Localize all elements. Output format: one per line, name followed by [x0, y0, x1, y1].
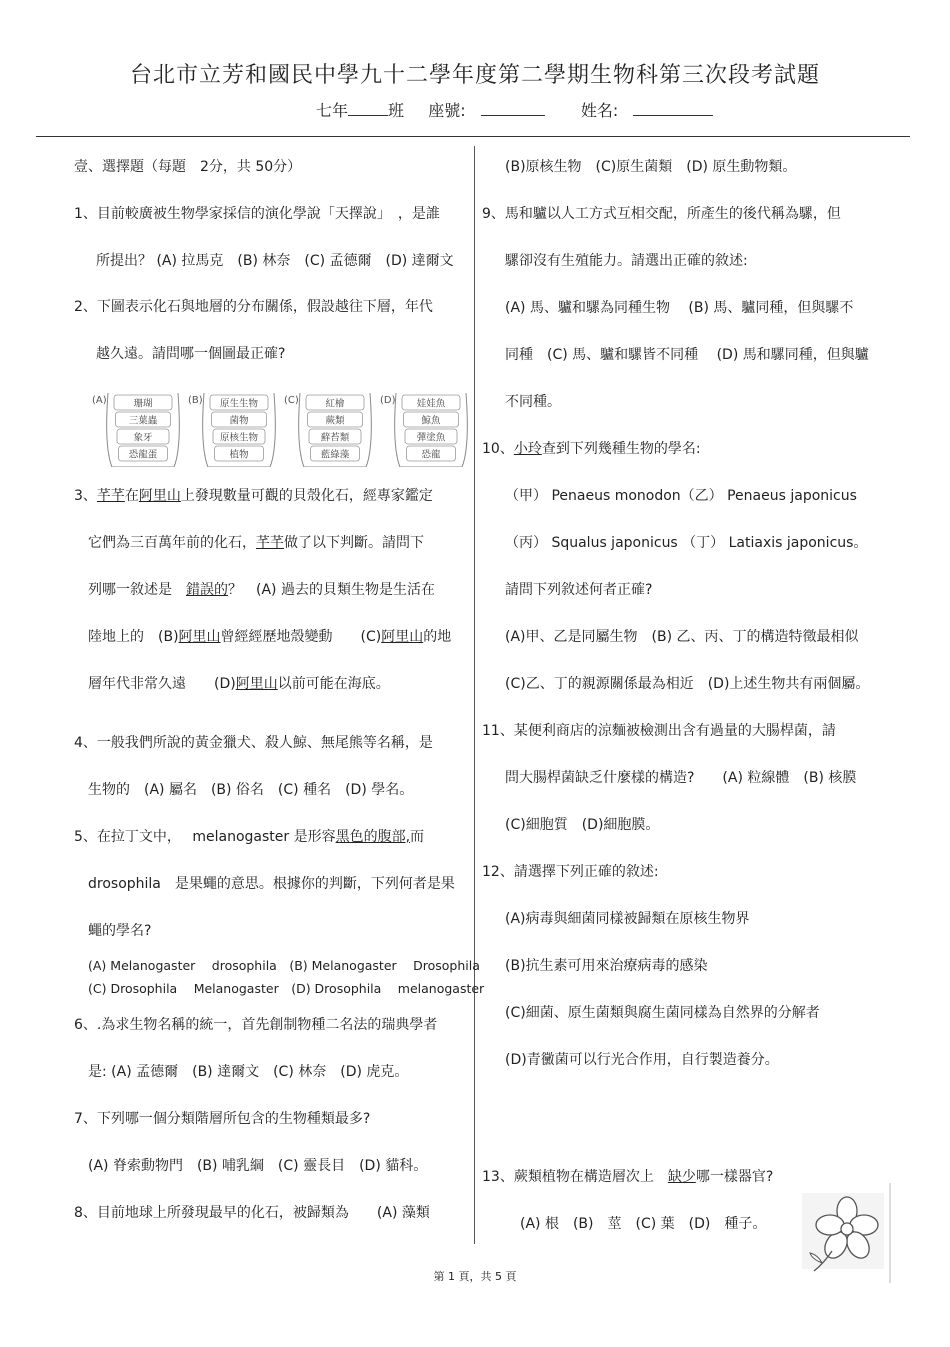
grade-label: 七年 [316, 101, 349, 120]
strata-option-label: (B) [188, 395, 203, 406]
q12-line5: (D)青黴菌可以行光合作用，自行製造養分。 [505, 1052, 779, 1068]
q11-line2: 問大腸桿菌缺乏什麼樣的構造? (A) 粒線體 (B) 核膜 [505, 770, 857, 786]
exam-title: 台北市立芳和國民中學九十二學年度第二學期生物科第三次段考試題 [129, 63, 820, 88]
section-heading: 壹、選擇題（每題 2分，共 50分） [74, 159, 302, 175]
q7-line1: 7、下列哪一個分類階層所包含的生物種類最多? [74, 1111, 371, 1127]
strata-option-label: (D) [380, 395, 396, 406]
strata-option-a [92, 393, 179, 467]
q2-line1: 2、下圖表示化石與地層的分布關係，假設越往下層，年代 [74, 299, 433, 315]
q10-line2: （甲） Penaeus monodon（乙） Penaeus japonicus [505, 488, 857, 504]
q10-line1: 10、小玲查到下列幾種生物的學名: [482, 441, 701, 457]
student-info-line [316, 98, 713, 121]
q3-line5: 層年代非常久遠 (D)阿里山以前可能在海底。 [88, 676, 390, 692]
strata-layer-label: 恐龍 [421, 449, 441, 461]
q11-line3: (C)細胞質 (D)細胞膜。 [505, 817, 660, 833]
q13-line1: 13、蕨類植物在構造層次上 缺少哪一樣器官? [482, 1169, 774, 1185]
strata-layer-label: 象牙 [133, 432, 153, 444]
seat-label: 座號: [428, 101, 466, 120]
page-footer: 第 1 頁，共 5 頁 [433, 1270, 517, 1283]
q10-line4: 請問下列敘述何者正確? [505, 582, 653, 598]
q3-line3: 列哪一敘述是 錯誤的？ (A) 過去的貝類生物是生活在 [88, 582, 435, 598]
q10-line5: (A)甲、乙是同屬生物 (B) 乙、丙、丁的構造特徵最相似 [505, 629, 859, 645]
q4-line1: 4、一般我們所說的黃金獵犬、殺人鯨、無尾熊等名稱，是 [74, 735, 433, 751]
strata-layer-label: 菌物 [229, 415, 249, 427]
q5-line1: 5、在拉丁文中， melanogaster 是形容黑色的腹部,而 [74, 829, 425, 845]
strata-option-label: (A) [92, 395, 107, 406]
strata-layer-label: 植物 [229, 449, 249, 461]
strata-layer-label: 彈塗魚 [416, 432, 446, 444]
strata-option-d [380, 393, 467, 467]
strata-layer-label: 藍綠藻 [320, 449, 350, 461]
strata-layer-label: 恐龍蛋 [128, 449, 158, 461]
q7-line2: (A) 脊索動物門 (B) 哺乳綱 (C) 靈長目 (D) 貓科。 [88, 1158, 428, 1174]
q3-line1: 3、芊芊在阿里山上發現數量可觀的貝殼化石，經專家鑑定 [74, 488, 433, 504]
strata-option-label: (C) [284, 395, 299, 406]
fossil-strata-diagram [92, 387, 472, 467]
strata-layer-label: 蘚苔類 [320, 432, 350, 444]
q9-line1: 9、馬和驢以人工方式互相交配，所產生的後代稱為騾，但 [482, 206, 841, 222]
q12-line2: (A)病毒與細菌同樣被歸類在原核生物界 [505, 911, 750, 927]
q5-line3: 蠅的學名? [88, 923, 152, 939]
q6-line1: 6、.為求生物名稱的統一，首先創制物種二名法的瑞典學者 [74, 1017, 438, 1033]
q9-line3: (A) 馬、驢和騾為同種生物 (B) 馬、驢同種，但與騾不 [505, 300, 854, 316]
class-label: 班 [388, 101, 405, 120]
q6-line2: 是: (A) 孟德爾 (B) 達爾文 (C) 林奈 (D) 虎克。 [88, 1064, 409, 1080]
strata-layer-label: 原生生物 [219, 398, 259, 410]
class-blank[interactable] [348, 101, 388, 116]
name-blank[interactable] [633, 101, 713, 116]
name-label: 姓名: [580, 101, 619, 120]
strata-layer-label: 鯨魚 [421, 415, 441, 427]
column-divider [474, 146, 475, 1244]
q9-line4: 同種 (C) 馬、驢和騾皆不同種 (D) 馬和騾同種，但與驢 [505, 347, 869, 363]
header-divider [36, 136, 910, 137]
strata-layer-label: 娃娃魚 [416, 398, 446, 410]
q1-line2: 所提出？ (A) 拉馬克 (B) 林奈 (C) 孟德爾 (D) 達爾文 [96, 253, 454, 269]
q8-line1: 8、目前地球上所發現最早的化石，被歸類為 (A) 藻類 [74, 1205, 430, 1221]
strata-layer-label: 三葉蟲 [128, 415, 158, 427]
strata-layer-label: 蕨類 [325, 415, 345, 427]
strata-layer-label: 紅檜 [325, 398, 345, 410]
q1-line1: 1、目前較廣被生物學家採信的演化學說「天擇說」 ，是誰 [74, 206, 440, 222]
q3-line4: 陸地上的 (B)阿里山曾經經歷地殼變動 (C)阿里山的地 [88, 629, 452, 645]
q9-line2: 騾卻沒有生殖能力。請選出正確的敘述: [505, 253, 748, 269]
strata-option-c [284, 393, 371, 467]
q13-line2: (A) 根 (B) 莖 (C) 葉 (D) 種子。 [520, 1216, 767, 1232]
q10-line6: (C)乙、丁的親源關係最為相近 (D)上述生物共有兩個屬。 [505, 676, 870, 692]
q12-line4: (C)細菌、原生菌類與腐生菌同樣為自然界的分解者 [505, 1005, 820, 1021]
q4-line2: 生物的 (A) 屬名 (B) 俗名 (C) 種名 (D) 學名。 [88, 782, 414, 798]
q2-line2: 越久遠。請問哪一個圖最正確? [96, 346, 286, 362]
seat-blank[interactable] [481, 101, 545, 116]
strata-layer-label: 珊瑚 [133, 398, 153, 410]
q5-options-cd: (C) Drosophila Melanogaster (D) Drosophila melanogaster [88, 981, 485, 996]
strata-option-b [188, 393, 275, 467]
q5-line2: drosophila 是果蠅的意思。根據你的判斷，下列何者是果 [88, 876, 455, 892]
q5-options-ab: (A) Melanogaster drosophila (B) Melanogaster Drosophila [88, 958, 480, 973]
q8-line2: (B)原核生物 (C)原生菌類 (D) 原生動物類。 [505, 159, 797, 175]
strata-layer-label: 原核生物 [219, 432, 259, 444]
q12-line1: 12、請選擇下列正確的敘述: [482, 864, 659, 880]
q11-line1: 11、某便利商店的涼麵被檢測出含有過量的大腸桿菌，請 [482, 723, 836, 739]
q12-line3: (B)抗生素可用來治療病毒的感染 [505, 958, 708, 974]
q9-line5: 不同種。 [505, 394, 561, 410]
q3-line2: 它們為三百萬年前的化石，芊芊做了以下判斷。請問下 [88, 535, 424, 551]
q10-line3: （丙） Squalus japonicus （丁） Latiaxis japonicus。 [505, 535, 868, 551]
